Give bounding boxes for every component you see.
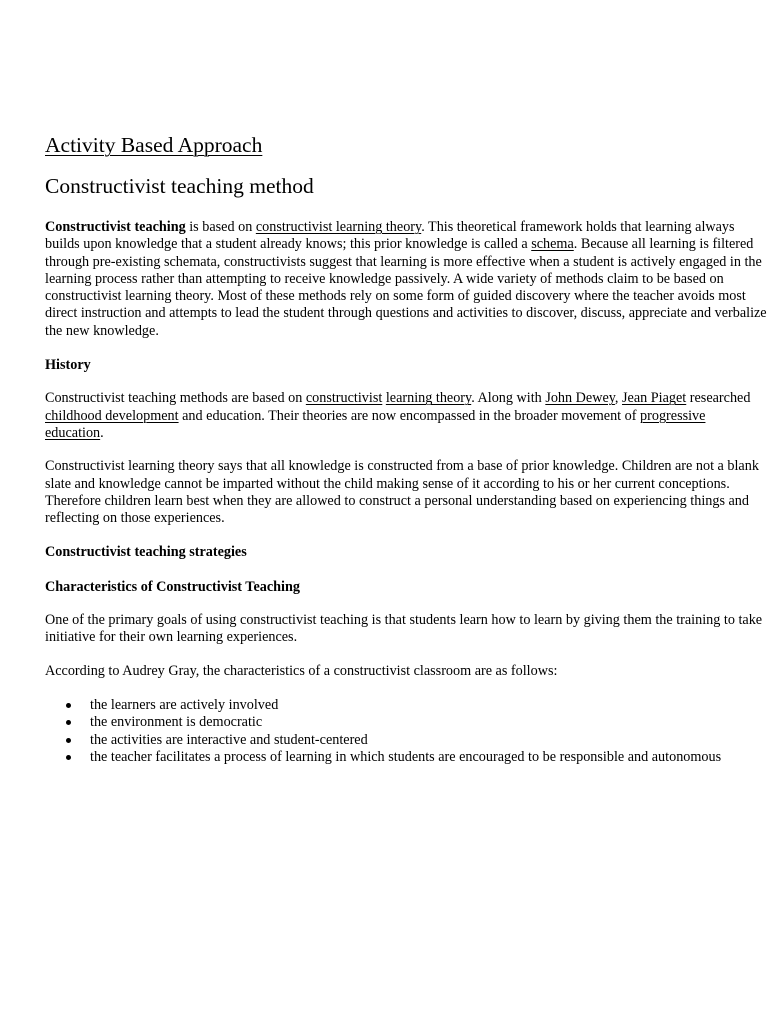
characteristics-heading: Characteristics of Constructivist Teaching [45, 578, 300, 595]
link-childhood-development[interactable]: childhood development [45, 407, 179, 424]
link-schema[interactable]: schema [531, 236, 574, 253]
link-john-dewey[interactable]: John Dewey [545, 390, 615, 407]
history-text-6: and education. Their theories are now encompassed in the broader movement of [178, 407, 641, 424]
list-item [45, 732, 767, 749]
list-item-text: the environment is democratic [90, 714, 263, 731]
link-constructivist[interactable]: constructivist [305, 390, 383, 407]
strategies-paragraph-1: One of the primary goals of using constructivist teaching is that students learn how to learn by giving them the training to take initiative for their own learning experiences. [45, 612, 763, 646]
page-title: Activity Based Approach [45, 133, 263, 157]
document-page [45, 130, 767, 766]
history-text-1: Constructivist teaching methods are based on [45, 390, 306, 407]
strategies-paragraph-2: According to Audrey Gray, the characteristics of a constructivist classroom are as follows: [45, 662, 558, 679]
section-title: Constructivist teaching method [45, 174, 314, 198]
history-text-7: . [100, 424, 104, 441]
history-text-3: . Along with [471, 390, 546, 407]
intro-text-2: . This theoretical framework holds that learning always builds upon knowledge that a student already knows; this prior knowledge is called a [45, 219, 735, 253]
bullet-icon [66, 738, 71, 743]
link-learning-theory[interactable]: learning theory [385, 390, 472, 407]
intro-text-1: is based on [185, 219, 256, 235]
characteristics-list [45, 697, 767, 766]
list-item-text: the teacher facilitates a process of learning in which students are encouraged to be responsible and autonomous [90, 748, 722, 765]
bullet-icon [66, 720, 71, 725]
strategies-heading: Constructivist teaching strategies [45, 544, 247, 561]
list-item [45, 714, 767, 731]
history-heading: History [45, 357, 91, 374]
intro-bold-lead: Constructivist teaching [45, 219, 186, 235]
link-jean-piaget[interactable]: Jean Piaget [622, 390, 687, 407]
list-item-text: the learners are actively involved [90, 696, 279, 713]
link-progressive-education[interactable]: progressive education [45, 407, 706, 441]
history-paragraph-2: Constructivist learning theory says that all knowledge is constructed from a base of prior knowledge. Children are not a blank slate and knowledge cannot be imparted without the child making sense of it according to his or her current conceptions. Therefore children learn best when they are allowed to construct a personal understanding based on experiencing things and reflecting on those experiences. [45, 458, 759, 527]
intro-text-3: . Because all learning is filtered through pre-existing schemata, constructivists suggest that learning is more effective when a student is actively engaged in the learning process rather than attempting to receive knowledge passively. A wide variety of methods claim to be based on constructivist learning theory. Most of these methods rely on some form of guided discovery where the teacher avoids most direct instruction and attempts to lead the student through questions and activities to discover, discuss, appreciate and verbalize the new knowledge. [45, 236, 767, 339]
link-constructivist-learning-theory[interactable]: constructivist learning theory [255, 219, 422, 235]
list-item [45, 697, 767, 714]
history-paragraph-1 [45, 390, 767, 442]
bullet-icon [66, 755, 71, 760]
intro-paragraph [45, 219, 767, 340]
history-text-4: , [614, 390, 623, 407]
list-item-text: the activities are interactive and student-centered [90, 731, 368, 748]
list-item [45, 749, 767, 766]
history-text-5: researched [686, 390, 751, 407]
bullet-icon [66, 703, 71, 708]
